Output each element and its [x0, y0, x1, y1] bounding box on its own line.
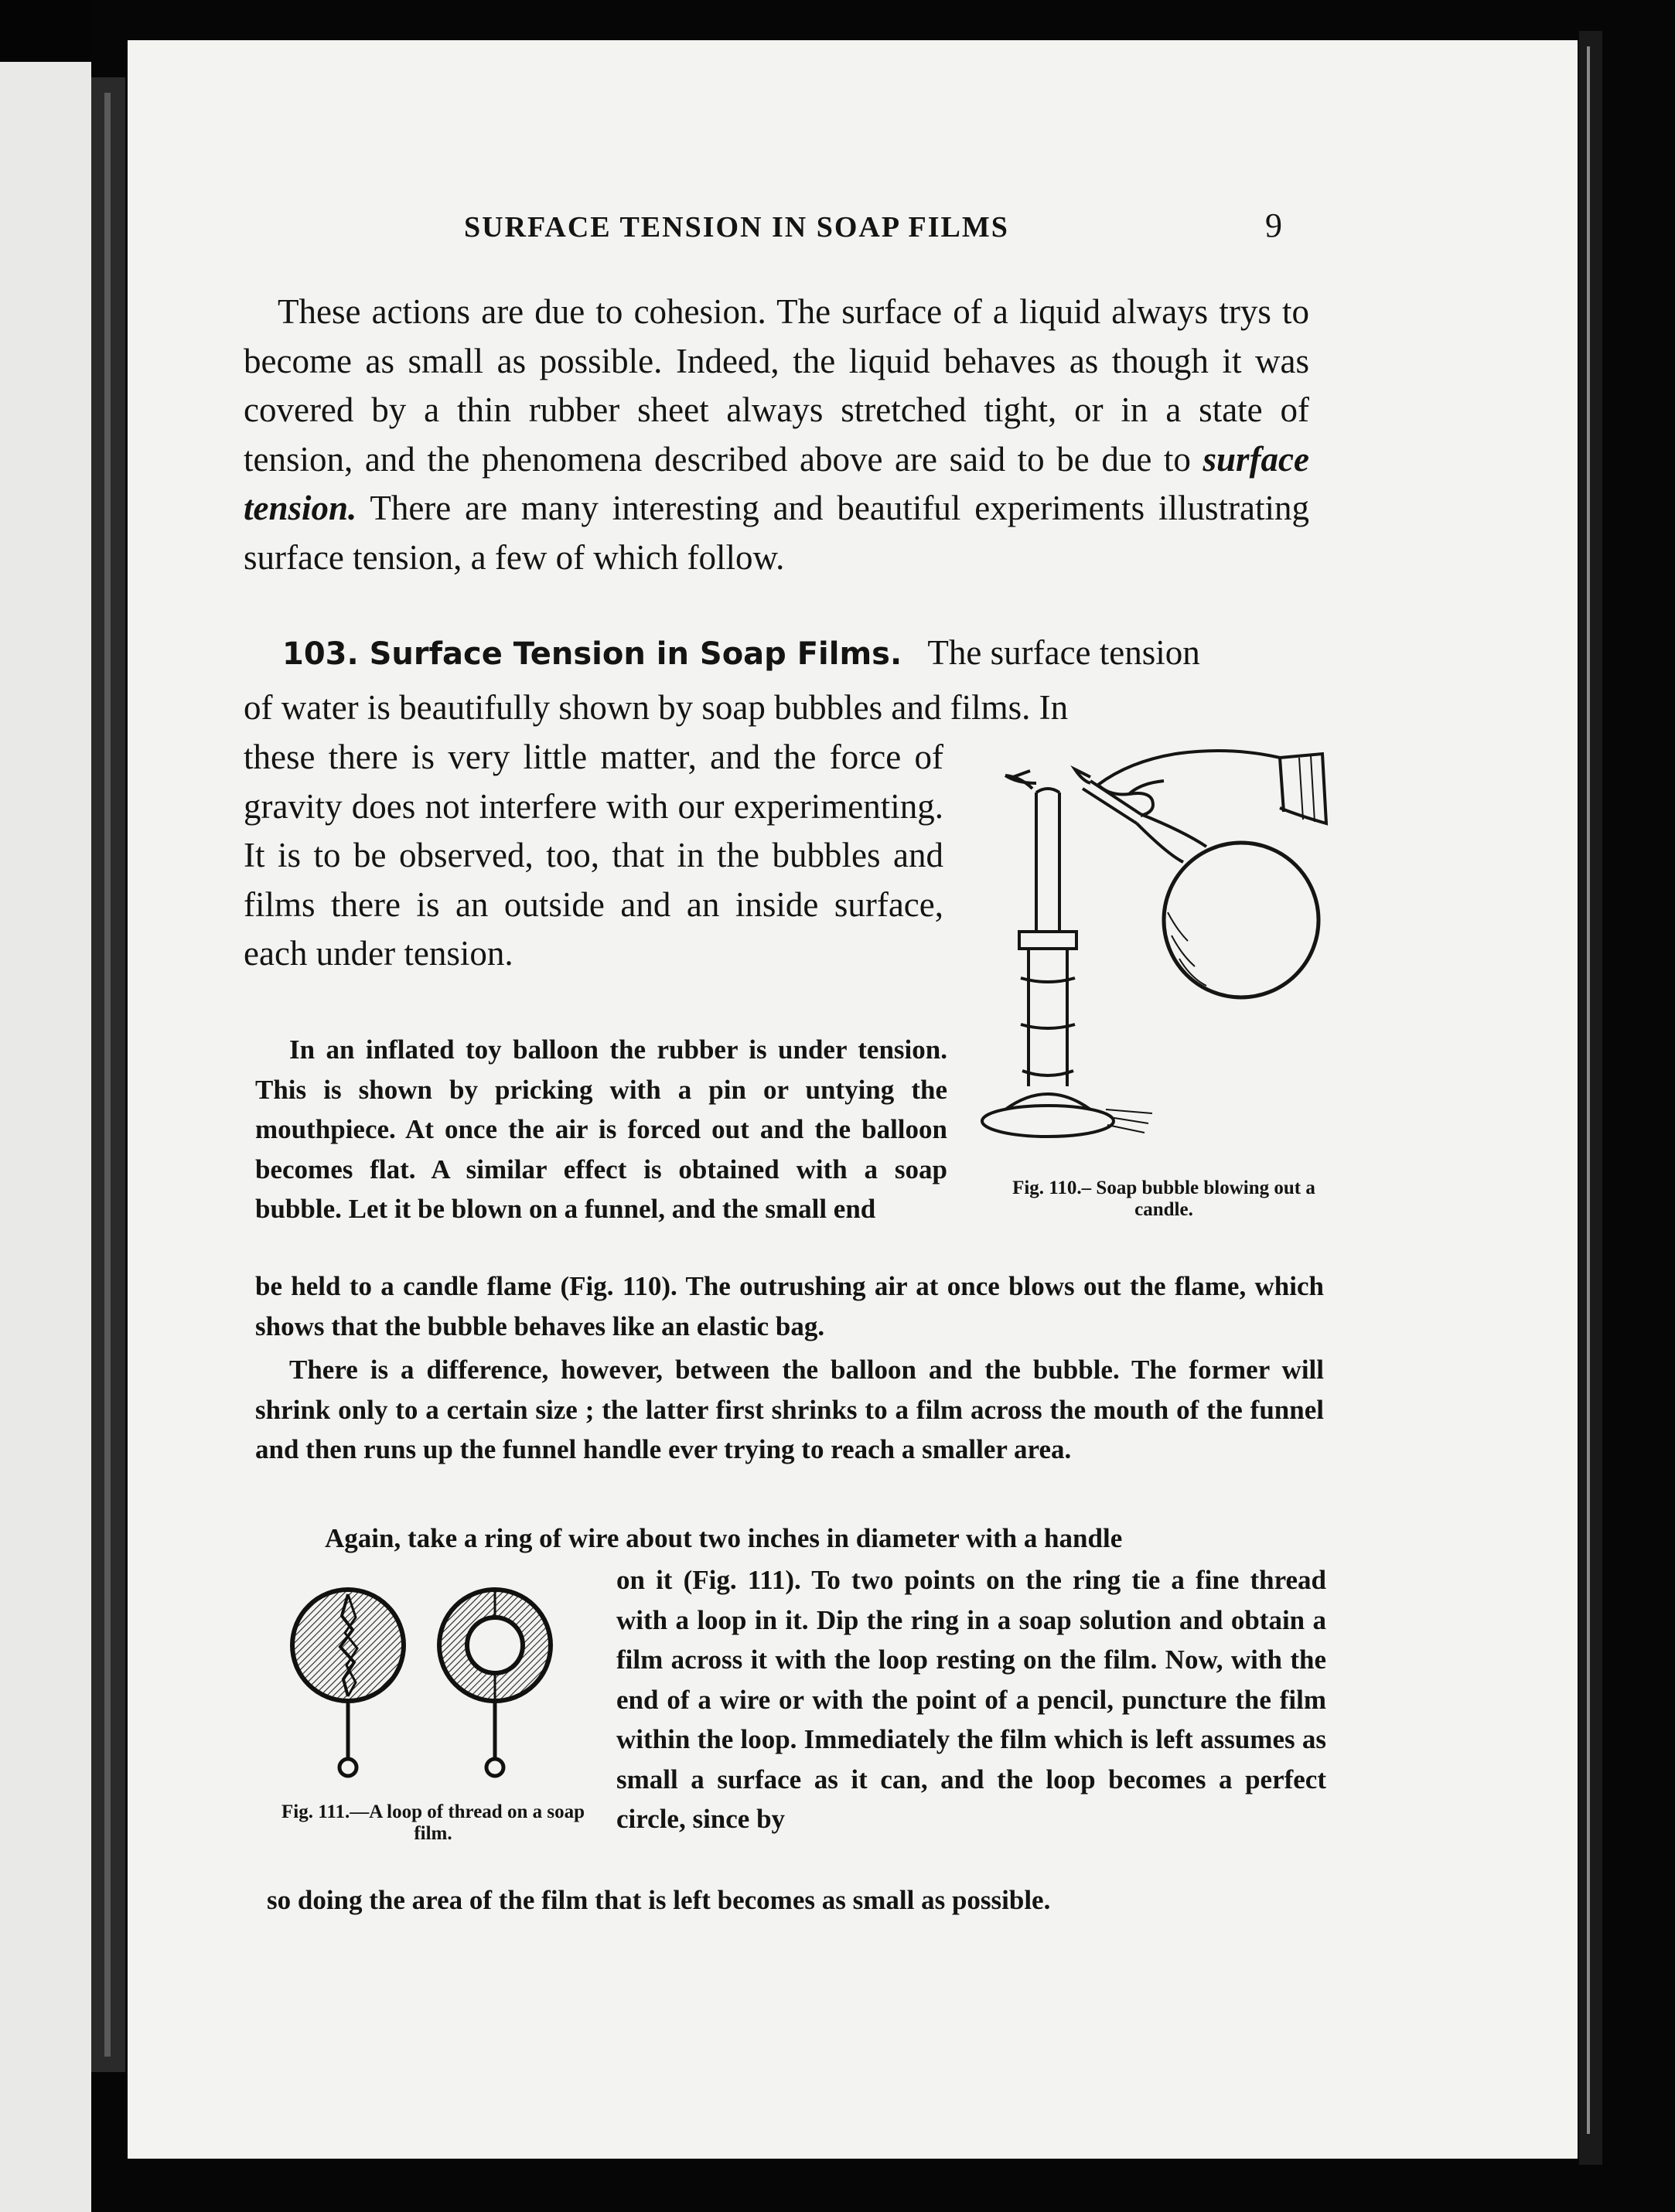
fig110-caption: Fig. 110.– Soap bubble blowing out a candle.: [1012, 1178, 1315, 1220]
difference-paragraph: There is a difference, however, between the balloon and the bubble. The former will shrink only to a certain size ; the latter first shrinks to a film across the mouth of the funnel and then runs up the funnel handle ever trying to reach a smaller area.: [255, 1355, 1324, 1464]
page-right-edge-line: [1587, 46, 1590, 2134]
facing-page-edge: [0, 0, 91, 2212]
intro-text-a: These actions are due to cohesion. The surface of a liquid always trys to become as small as possible. Indeed, the liquid behaves as though it was covered by a thin rubber sheet always stretched tight, or in a state of tension, and the phenomena described above are said to be due to: [244, 292, 1309, 479]
intro-paragraph: [244, 288, 1309, 582]
ring-first-line: Again, take a ring of wire about two inches in diameter with a handle: [325, 1523, 1123, 1553]
intro-text-b: There are many interesting and beautiful experiments illustrating surface tension, a few of which follow.: [244, 489, 1309, 577]
page-right-edge: [1579, 31, 1602, 2165]
intro-italic-term: surface tension.: [244, 439, 1309, 527]
section-text-first: The surface tension: [927, 633, 1200, 672]
fig111-caption: Fig. 111.—A loop of thread on a soap film.: [281, 1801, 585, 1844]
section-text-rest: these there is very little matter, and the force of gravity does not interfere with our experimenting. It is to be observed, too, that in the bubbles and films there is an outside and an inside surface, each under tension.: [244, 738, 943, 973]
scan-border: [0, 0, 91, 62]
page-number: 9: [1265, 206, 1282, 244]
running-title: SURFACE TENSION IN SOAP FILMS: [464, 211, 1009, 244]
ring-last-line: so doing the area of the film that is left becomes as small as possible.: [267, 1885, 1051, 1915]
balloon-paragraph: In an inflated toy balloon the rubber is under tension. This is shown by pricking with a pin or untying the mouthpiece. At once the air is forced out and the balloon becomes flat. A similar effect is obtained with a soap bubble. Let it be blown on a funnel, and the small end: [255, 1034, 947, 1224]
section-heading-line: [282, 632, 1311, 673]
balloon-paragraph-continued: be held to a candle flame (Fig. 110). The outrushing air at once blows out the flame, which shows that the bubble behaves like an elastic bag.: [255, 1271, 1324, 1341]
section-text-second: of water is beautifully shown by soap bubbles and films. In: [244, 688, 1069, 727]
page-gutter-line: [104, 93, 111, 2057]
ring-paragraph: on it (Fig. 111). To two points on the ring tie a fine thread with a loop in it. Dip the ring in a soap solution and obtain a film across it with the loop resting on the film. Now, with the end of a wire or with the point of a pencil, puncture the film within the loop. Immediately the film which is left assumes as small a surface as it can, and the loop becomes a perfect circle, since by: [616, 1565, 1326, 1834]
fig110-illustration: [974, 746, 1330, 1164]
fig111-illustration: [286, 1585, 580, 1794]
section-title: 103. Surface Tension in Soap Films.: [282, 636, 902, 672]
